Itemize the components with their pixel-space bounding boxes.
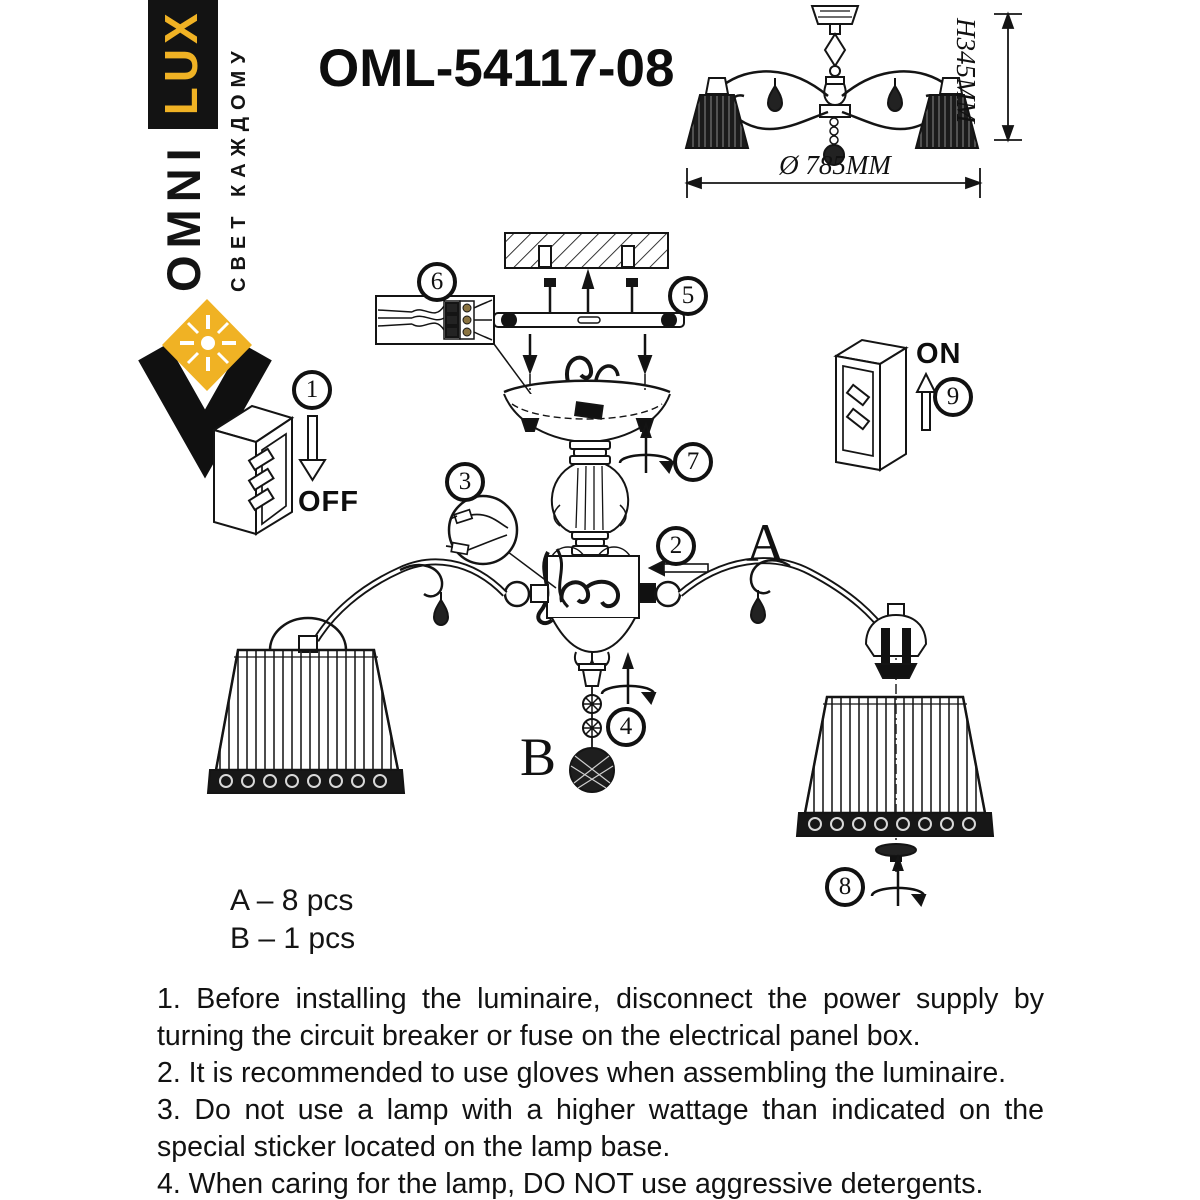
part-a-label: A <box>746 513 785 573</box>
callout-9: 9 <box>933 377 973 417</box>
right-shade <box>797 697 993 862</box>
instructions-list <box>157 981 1044 1200</box>
down-arrow-icon <box>300 416 325 480</box>
up-arrow-icon <box>917 374 935 430</box>
rotation-arrow-icon <box>872 857 925 906</box>
ceiling-section <box>505 233 668 268</box>
sunburst-icon <box>180 315 236 371</box>
callout-7: 7 <box>673 442 713 482</box>
callout-6: 6 <box>417 262 457 302</box>
height-dimension-label: H345MM <box>951 18 981 123</box>
part-b-label: B <box>520 727 557 787</box>
height-dimension-line <box>994 14 1022 140</box>
callout-8: 8 <box>825 867 865 907</box>
instruction-2: 2. It is recommended to use gloves when assembling the luminaire. <box>157 1057 1007 1089</box>
breaker-box-on <box>836 340 906 470</box>
callout-2: 2 <box>656 526 696 566</box>
callout-3: 3 <box>445 462 485 502</box>
brand-name-lux: LUX <box>148 0 218 129</box>
rotation-arrow-icon <box>602 655 655 704</box>
brand-name-omni: OMNI <box>156 141 210 292</box>
left-shade <box>208 650 404 793</box>
center-column <box>505 441 680 667</box>
model-number-title: OML-54117-08 <box>318 39 675 98</box>
parts-count-a: A – 8 pcs <box>230 884 354 917</box>
parts-count-b: B – 1 pcs <box>230 922 356 955</box>
wire-connector-detail <box>446 496 556 588</box>
left-arm <box>270 562 505 652</box>
switch-off-label: OFF <box>298 486 359 518</box>
callout-4: 4 <box>606 707 646 747</box>
instruction-1: 1. Before installing the luminaire, disconnect the power supply by turning the circuit breaker or fuse on the electrical panel box. <box>157 983 1044 1052</box>
brand-tagline: СВЕТ КАЖДОМУ <box>227 44 250 292</box>
brand-logo-text <box>152 8 214 292</box>
diameter-dimension-label: Ø 785MM <box>779 150 891 180</box>
switch-on-label: ON <box>916 338 962 370</box>
callout-1: 1 <box>292 370 332 410</box>
exploded-view <box>208 233 993 906</box>
breaker-box-off <box>214 406 292 534</box>
callout-5: 5 <box>668 276 708 316</box>
instruction-4: 4. When caring for the lamp, DO NOT use aggressive detergents. <box>157 1168 984 1200</box>
instruction-3: 3. Do not use a lamp with a higher wattage than indicated on the special sticker located on the lamp base. <box>157 1094 1044 1163</box>
